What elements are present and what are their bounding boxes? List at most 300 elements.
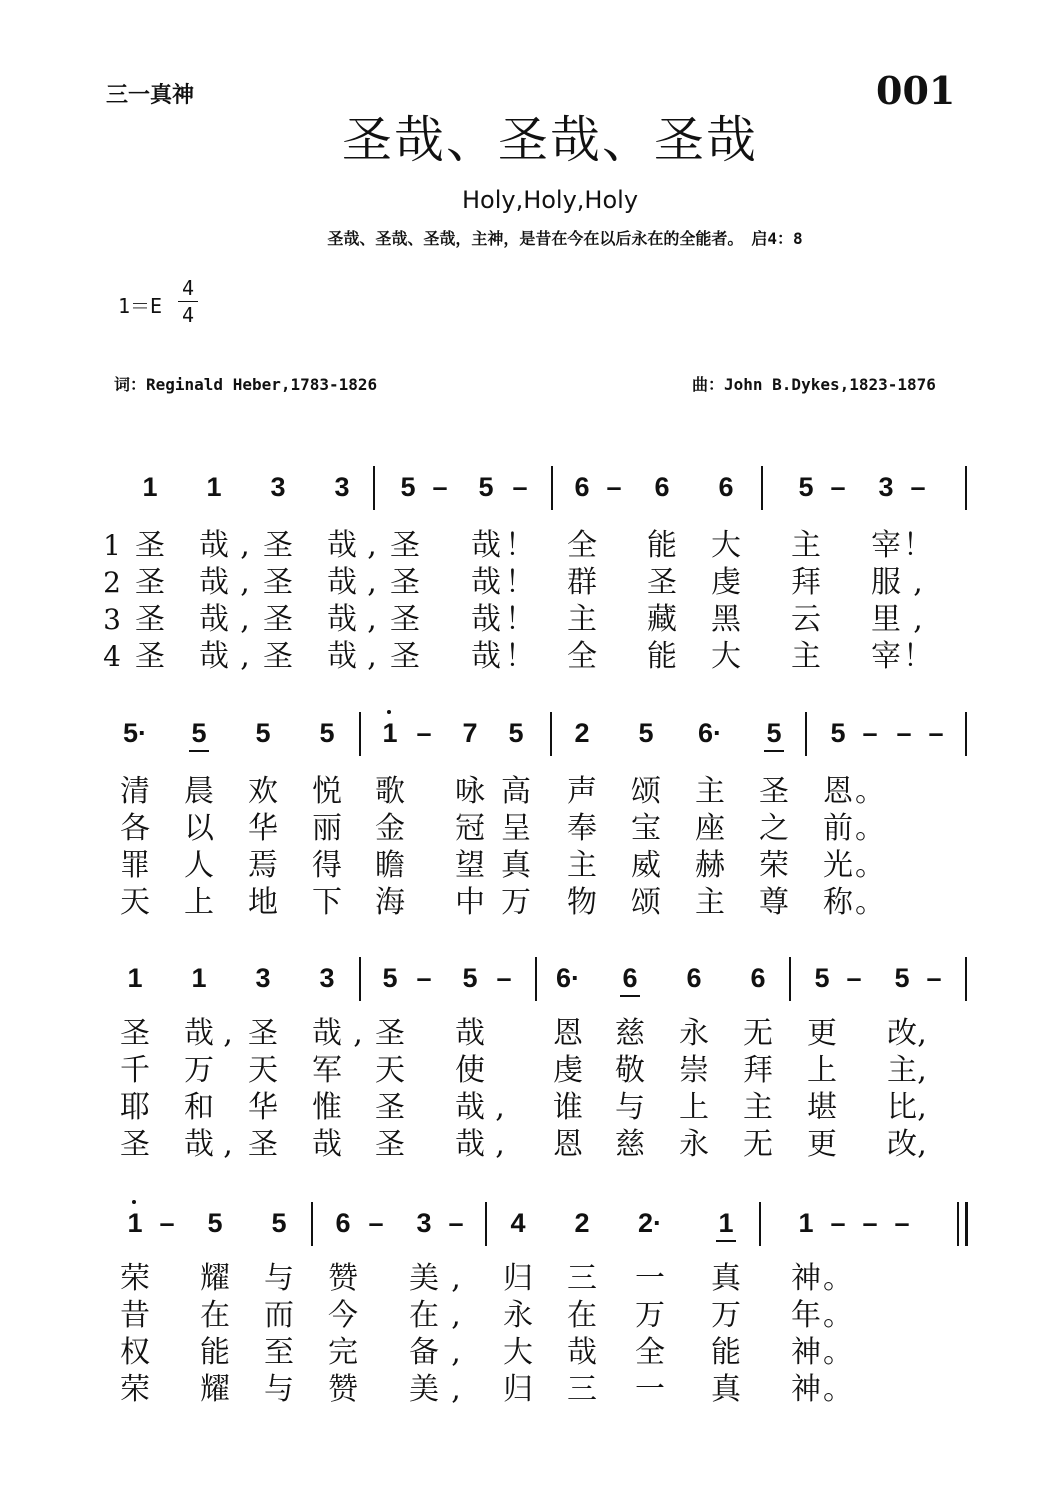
lyric-char: 拜 <box>791 565 821 600</box>
note: 5· <box>122 718 147 748</box>
lyric-char: 呈 <box>501 811 531 846</box>
lyric-char: 万 <box>635 1298 665 1333</box>
note-dash: – <box>928 718 944 748</box>
note-dash: – <box>606 472 622 502</box>
final-barline <box>965 1202 968 1246</box>
barline <box>373 466 375 510</box>
lyric-line <box>0 1372 1049 1408</box>
note: 3 <box>334 472 350 502</box>
lyric-char: , <box>367 565 377 600</box>
lyric-char: , <box>451 1372 461 1407</box>
note: 1 <box>191 963 207 993</box>
lyric-char: 藏 <box>647 602 677 637</box>
lyric-char: 天 <box>248 1053 278 1088</box>
lyric-char: 悦 <box>312 774 342 809</box>
lyric-line <box>0 811 1049 847</box>
note: 6 <box>574 472 590 502</box>
note-row <box>0 464 1049 514</box>
note: 5 <box>400 472 416 502</box>
lyric-char: 耶 <box>120 1090 150 1125</box>
lyric-char: 天 <box>120 885 150 920</box>
barline <box>759 1202 761 1246</box>
lyric-char: 与 <box>264 1261 294 1296</box>
lyric-char: 里 <box>871 602 901 637</box>
lyric-char: 能 <box>647 639 677 674</box>
lyric-line <box>0 1053 1049 1089</box>
note-dash: – <box>830 472 846 502</box>
lyric-char: 圣 <box>135 528 165 563</box>
lyric-char: 咏 <box>455 774 485 809</box>
lyric-char: 主 <box>887 1053 917 1088</box>
lyric-char: 一 <box>635 1372 665 1407</box>
barline <box>359 712 361 756</box>
note-dash: – <box>448 1208 464 1238</box>
lyric-char: 之 <box>759 811 789 846</box>
lyric-char: 哉 <box>312 1127 342 1162</box>
lyric-char: 圣 <box>120 1016 150 1051</box>
note: 6 <box>335 1208 351 1238</box>
lyric-char: 神 <box>791 1372 821 1407</box>
lyric-char: 奉 <box>567 811 597 846</box>
lyric-char: 年 <box>791 1298 821 1333</box>
lyric-char: 耀 <box>200 1261 230 1296</box>
lyric-char: 而 <box>264 1298 294 1333</box>
lyric-char: 更 <box>807 1127 837 1162</box>
duration-underline <box>189 750 209 752</box>
lyric-char: 谁 <box>553 1090 583 1125</box>
lyric-char: , <box>353 1016 363 1051</box>
lyric-char: 至 <box>264 1335 294 1370</box>
lyric-char: 主 <box>695 774 725 809</box>
lyric-char: ！ <box>505 602 535 637</box>
lyric-char: 。 <box>855 885 885 920</box>
octave-dot <box>132 1200 136 1204</box>
hymn-title: 圣哉、圣哉、圣哉 <box>342 111 758 169</box>
lyric-line <box>0 528 1049 564</box>
lyric-char: 颂 <box>631 885 661 920</box>
lyric-char: 主 <box>695 885 725 920</box>
barline <box>805 712 807 756</box>
lyric-char: 。 <box>823 1298 853 1333</box>
key-signature: 1＝E <box>118 294 163 318</box>
lyric-char: 慈 <box>615 1127 645 1162</box>
lyric-char: 更 <box>807 1016 837 1051</box>
lyric-char: , <box>451 1335 461 1370</box>
lyric-char: 备 <box>409 1335 439 1370</box>
note: 1 <box>798 1208 814 1238</box>
category-label: 三一真神 <box>106 82 195 108</box>
lyric-char: 在 <box>200 1298 230 1333</box>
lyric-line <box>0 1298 1049 1334</box>
lyric-char: 万 <box>501 885 531 920</box>
lyric-char: 主 <box>567 602 597 637</box>
lyric-char: 崇 <box>679 1053 709 1088</box>
lyric-char: 哉 <box>471 602 501 637</box>
lyric-char: 三 <box>567 1372 597 1407</box>
lyric-char: 宰 <box>871 639 901 674</box>
barline <box>965 712 967 756</box>
note-dash: – <box>862 718 878 748</box>
lyric-char: 上 <box>679 1090 709 1125</box>
lyric-char: 圣 <box>390 639 420 674</box>
lyric-char: 哉 <box>199 639 229 674</box>
lyric-char: 比 <box>887 1090 917 1125</box>
lyric-char: 圣 <box>390 602 420 637</box>
lyric-char: 与 <box>264 1372 294 1407</box>
lyric-char: , <box>451 1298 461 1333</box>
lyric-char: 声 <box>567 774 597 809</box>
note-row <box>0 1200 1049 1250</box>
note-dash: – <box>512 472 528 502</box>
lyric-char: ！ <box>505 639 535 674</box>
composer-credit: 曲：John B.Dykes,1823-1876 <box>692 375 936 394</box>
lyric-line <box>0 1016 1049 1052</box>
note: 2· <box>637 1208 662 1238</box>
note-dash: – <box>830 1208 846 1238</box>
note: 5 <box>508 718 524 748</box>
lyric-char: 拜 <box>743 1053 773 1088</box>
barline <box>550 712 552 756</box>
lyric-char: 堪 <box>807 1090 837 1125</box>
lyric-char: , <box>240 528 250 563</box>
final-barline-thin <box>957 1202 959 1246</box>
lyric-char: 圣 <box>248 1016 278 1051</box>
note: 1 <box>706 1200 746 1246</box>
note: 3 <box>255 963 271 993</box>
note-dash: – <box>159 1208 175 1238</box>
lyric-char: 圣 <box>135 639 165 674</box>
verse-number: 1 <box>103 529 121 562</box>
lyric-char: , <box>495 1127 505 1162</box>
lyric-char: 圣 <box>759 774 789 809</box>
lyric-char: 得 <box>312 848 342 883</box>
lyric-char: 各 <box>120 811 150 846</box>
lyric-char: 华 <box>248 811 278 846</box>
lyric-char: 。 <box>855 774 885 809</box>
lyric-char: 改 <box>887 1127 917 1162</box>
lyric-char: 恩 <box>553 1127 583 1162</box>
lyric-line <box>0 848 1049 884</box>
lyric-char: 永 <box>503 1298 533 1333</box>
lyric-char: 耀 <box>200 1372 230 1407</box>
lyric-char: 赞 <box>328 1261 358 1296</box>
verse-number: 2 <box>103 566 121 599</box>
lyric-char: 地 <box>248 885 278 920</box>
lyric-char: 天 <box>375 1053 405 1088</box>
lyric-char: 赫 <box>695 848 725 883</box>
note: 5 <box>255 718 271 748</box>
lyric-char: 真 <box>711 1372 741 1407</box>
lyric-char: 能 <box>200 1335 230 1370</box>
lyric-line <box>0 565 1049 601</box>
lyric-char: , <box>367 602 377 637</box>
lyric-char: 今 <box>328 1298 358 1333</box>
barline <box>965 957 967 1001</box>
lyric-char: 哉 <box>184 1127 214 1162</box>
lyric-char: 神 <box>791 1261 821 1296</box>
lyric-char: ！ <box>505 565 535 600</box>
lyric-char: 圣 <box>263 528 293 563</box>
lyric-char: 荣 <box>759 848 789 883</box>
lyric-char: 高 <box>501 774 531 809</box>
lyric-char: 欢 <box>248 774 278 809</box>
lyric-char: , <box>223 1016 233 1051</box>
lyric-char: 清 <box>120 774 150 809</box>
lyric-char: 晨 <box>184 774 214 809</box>
lyric-char: 权 <box>120 1335 150 1370</box>
note: 6 <box>610 955 650 1001</box>
note-dash: – <box>896 718 912 748</box>
lyric-char: 无 <box>743 1127 773 1162</box>
lyric-line <box>0 1090 1049 1126</box>
lyric-line <box>0 1261 1049 1297</box>
lyric-char: 圣 <box>263 639 293 674</box>
lyric-char: 荣 <box>120 1261 150 1296</box>
lyric-char: 主 <box>567 848 597 883</box>
lyric-char: 圣 <box>120 1127 150 1162</box>
lyric-char: 上 <box>184 885 214 920</box>
lyric-char: 军 <box>312 1053 342 1088</box>
note-dash: – <box>926 963 942 993</box>
note-dash: – <box>496 963 512 993</box>
note: 5 <box>754 710 794 756</box>
lyric-char: 哉 <box>455 1127 485 1162</box>
note: 5 <box>798 472 814 502</box>
note: 6 <box>654 472 670 502</box>
lyric-char: 与 <box>615 1090 645 1125</box>
lyric-char: 圣 <box>375 1016 405 1051</box>
note: 5 <box>814 963 830 993</box>
lyric-char: , <box>917 1090 927 1125</box>
note-dash: – <box>416 963 432 993</box>
lyric-char: 全 <box>567 528 597 563</box>
lyric-line <box>0 602 1049 638</box>
note: 2 <box>574 718 590 748</box>
lyric-char: 哉 <box>199 528 229 563</box>
lyricist-credit: 词：Reginald Heber,1783-1826 <box>114 375 378 394</box>
lyric-char: , <box>917 1127 927 1162</box>
lyric-char: 物 <box>567 885 597 920</box>
lyric-char: 万 <box>184 1053 214 1088</box>
lyric-char: , <box>917 1016 927 1051</box>
lyric-char: 华 <box>248 1090 278 1125</box>
lyric-char: 云 <box>791 602 821 637</box>
barline <box>761 466 763 510</box>
note: 1 <box>115 1200 155 1246</box>
barline <box>311 1202 313 1246</box>
note: 1 <box>206 472 222 502</box>
scripture-verse: 圣哉、圣哉、圣哉，主神，是昔在今在以后永在的全能者。 启4：8 <box>327 229 803 248</box>
lyric-char: 恩 <box>553 1016 583 1051</box>
lyric-char: 威 <box>631 848 661 883</box>
lyric-char: 焉 <box>248 848 278 883</box>
lyric-char: 主 <box>791 639 821 674</box>
lyric-char: 黑 <box>711 602 741 637</box>
lyric-char: , <box>367 528 377 563</box>
lyric-char: 光 <box>823 848 853 883</box>
lyric-char: 一 <box>635 1261 665 1296</box>
lyric-char: 。 <box>855 848 885 883</box>
note-row <box>0 710 1049 760</box>
lyric-char: 改 <box>887 1016 917 1051</box>
lyric-char: 恩 <box>823 774 853 809</box>
lyric-char: 哉 <box>327 565 357 600</box>
note: 5 <box>319 718 335 748</box>
lyric-char: 哉 <box>471 528 501 563</box>
lyric-char: ！ <box>903 639 933 674</box>
lyric-char: , <box>917 1053 927 1088</box>
lyric-char: 哉 <box>199 565 229 600</box>
lyric-char: 金 <box>375 811 405 846</box>
lyric-char: 哉 <box>199 602 229 637</box>
lyric-char: 群 <box>567 565 597 600</box>
lyric-line <box>0 1335 1049 1371</box>
lyric-char: 全 <box>567 639 597 674</box>
lyric-char: 服 <box>871 565 901 600</box>
lyric-line <box>0 639 1049 675</box>
lyric-char: 真 <box>501 848 531 883</box>
lyric-char: 千 <box>120 1053 150 1088</box>
lyric-char: , <box>240 639 250 674</box>
time-signature <box>178 276 198 327</box>
time-signature-top: 4 <box>181 276 195 300</box>
note-dash: – <box>432 472 448 502</box>
note: 5 <box>830 718 846 748</box>
lyric-char: 冠 <box>455 811 485 846</box>
lyric-char: 主 <box>791 528 821 563</box>
duration-underline <box>620 995 640 997</box>
lyric-char: 。 <box>855 811 885 846</box>
lyric-char: ！ <box>903 528 933 563</box>
note-row <box>0 955 1049 1005</box>
note: 5 <box>179 710 219 756</box>
lyric-char: 全 <box>635 1335 665 1370</box>
lyric-char: 使 <box>455 1053 485 1088</box>
lyric-char: 尊 <box>759 885 789 920</box>
lyric-char: 哉 <box>567 1335 597 1370</box>
note: 6· <box>697 718 722 748</box>
lyric-char: 圣 <box>248 1127 278 1162</box>
octave-dot <box>387 710 391 714</box>
note-dash: – <box>368 1208 384 1238</box>
lyric-char: 丽 <box>312 811 342 846</box>
lyric-char: 主 <box>743 1090 773 1125</box>
barline <box>535 957 537 1001</box>
note-dash: – <box>846 963 862 993</box>
lyric-char: 无 <box>743 1016 773 1051</box>
lyric-char: 归 <box>503 1372 533 1407</box>
lyric-char: 前 <box>823 811 853 846</box>
lyric-char: 圣 <box>135 602 165 637</box>
lyric-char: , <box>240 602 250 637</box>
lyric-char: 哉 <box>184 1016 214 1051</box>
hymn-number: 001 <box>876 68 956 113</box>
note: 3 <box>319 963 335 993</box>
barline <box>359 957 361 1001</box>
note: 5 <box>462 963 478 993</box>
note: 5 <box>207 1208 223 1238</box>
lyric-char: 哉 <box>327 528 357 563</box>
lyric-char: , <box>223 1127 233 1162</box>
note: 6 <box>750 963 766 993</box>
note-dash: – <box>894 1208 910 1238</box>
note: 6 <box>686 963 702 993</box>
lyric-char: 美 <box>409 1261 439 1296</box>
verse-number: 4 <box>103 640 121 673</box>
lyric-char: 哉 <box>327 639 357 674</box>
lyric-char: 颂 <box>631 774 661 809</box>
lyric-char: 哉 <box>471 639 501 674</box>
lyric-char: 敬 <box>615 1053 645 1088</box>
lyric-char: 人 <box>184 848 214 883</box>
lyric-char: 大 <box>503 1335 533 1370</box>
note: 4 <box>510 1208 526 1238</box>
duration-underline <box>716 1240 736 1242</box>
lyric-char: 万 <box>711 1298 741 1333</box>
lyric-char: 和 <box>184 1090 214 1125</box>
lyric-char: 中 <box>455 885 485 920</box>
lyric-char: 宰 <box>871 528 901 563</box>
note: 2 <box>574 1208 590 1238</box>
lyric-char: 海 <box>375 885 405 920</box>
lyric-char: 上 <box>807 1053 837 1088</box>
lyric-char: 美 <box>409 1372 439 1407</box>
lyric-char: 荣 <box>120 1372 150 1407</box>
note: 3 <box>416 1208 432 1238</box>
note: 6· <box>555 963 580 993</box>
lyric-char: 虔 <box>553 1053 583 1088</box>
lyric-char: 在 <box>567 1298 597 1333</box>
lyric-char: , <box>495 1090 505 1125</box>
lyric-char: 圣 <box>375 1090 405 1125</box>
lyric-char: 圣 <box>390 528 420 563</box>
note: 5 <box>478 472 494 502</box>
lyric-char: 哉 <box>471 565 501 600</box>
lyric-char: , <box>913 565 923 600</box>
lyric-char: 在 <box>409 1298 439 1333</box>
lyric-char: , <box>240 565 250 600</box>
lyric-char: 惟 <box>312 1090 342 1125</box>
note: 5 <box>638 718 654 748</box>
lyric-char: 归 <box>503 1261 533 1296</box>
barline <box>965 466 967 510</box>
time-signature-bar <box>178 301 198 302</box>
lyric-char: 大 <box>711 639 741 674</box>
lyric-char: , <box>913 602 923 637</box>
lyric-char: 能 <box>647 528 677 563</box>
lyric-char: 永 <box>679 1016 709 1051</box>
lyric-char: 。 <box>823 1261 853 1296</box>
lyric-char: 宝 <box>631 811 661 846</box>
lyric-char: 永 <box>679 1127 709 1162</box>
hymn-subtitle: Holy,Holy,Holy <box>461 186 639 214</box>
note-dash: – <box>862 1208 878 1238</box>
lyric-char: ！ <box>505 528 535 563</box>
barline <box>789 957 791 1001</box>
note: 6 <box>718 472 734 502</box>
lyric-char: , <box>367 639 377 674</box>
lyric-char: 圣 <box>263 565 293 600</box>
lyric-line <box>0 774 1049 810</box>
lyric-char: 哉 <box>455 1090 485 1125</box>
lyric-line <box>0 885 1049 921</box>
lyric-char: 慈 <box>615 1016 645 1051</box>
lyric-char: 。 <box>823 1372 853 1407</box>
note-dash: – <box>910 472 926 502</box>
note: 3 <box>270 472 286 502</box>
lyric-line <box>0 1127 1049 1163</box>
lyric-char: 哉 <box>327 602 357 637</box>
